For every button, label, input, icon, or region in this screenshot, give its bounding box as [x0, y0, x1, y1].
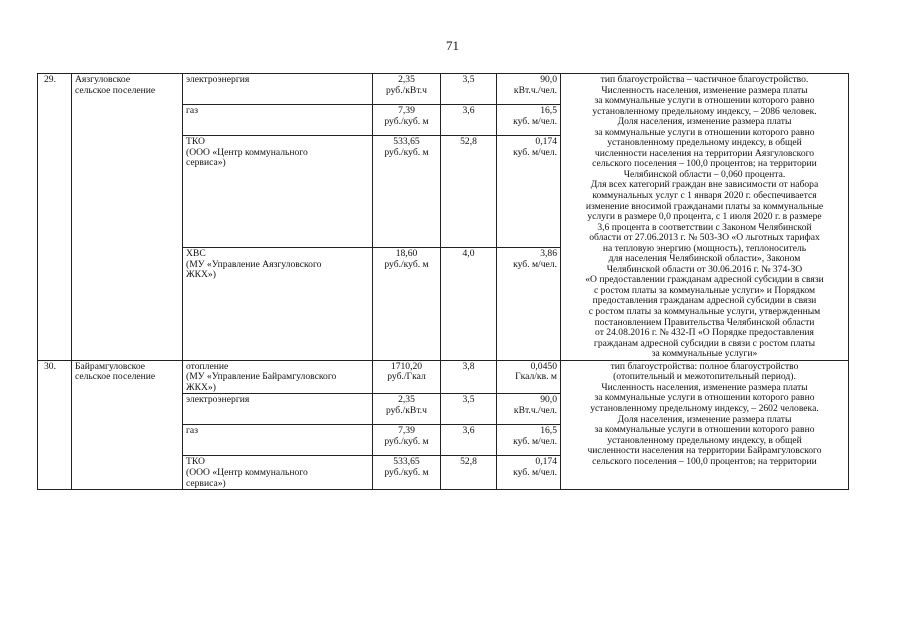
description-cell: тип благоустройства: полное благоустройство (отопительный и межотопительный период). Численность населения, изменение размера платы за коммунальные услуги в отношении которого равно установленному предельному индексу, – 2602 человека. Доля населения, изменение размера платы за коммунальные услуги в отношении которого равно установленному предельному индексу, в общей численности населения на территории Байрамгуловского сельского поселения – 100,0 процентов; на территории [561, 360, 849, 489]
percent-cell: 3,6 [441, 425, 497, 456]
service-name: газ [183, 105, 373, 136]
norm-cell: 16,5 куб. м/чел. [497, 105, 561, 136]
tariff-cell: 18,60 руб./куб. м [373, 248, 441, 360]
norm-cell: 90,0 кВт.ч./чел. [497, 394, 561, 425]
description-cell: тип благоустройства – частичное благоустройство. Численность населения, изменение размера платы за коммунальные услуги в отношении которого равно установленному предельному индексу, – 2086 человек. Доля населения, изменение размера платы за коммунальные услуги в отношении которого равно установленному предельному индексу, в общей численности населения на территории Аязгуловского сельского поселения – 100,0 процентов; на территории Челябинской области – 0,060 процента. Для всех категорий граждан вне зависимости от набора коммунальных услуг с 1 января 2020 г. обеспечивается изменение вносимой гражданами платы за коммунальные услуги в размере 0,0 процента, с 1 июля 2020 г. в размере 3,6 процента в соответствии с Законом Челябинской области от 27.06.2013 г. № 503-ЗО «О льготных тарифах на тепловую энергию (мощность), теплоноситель для населения Челябинской области», Законом Челябинской области от 30.06.2016 г. № 374-ЗО «О предоставлении гражданам адресной субсидии в связи с ростом платы за коммунальные услуги» и Порядком предоставления гражданам адресной субсидии в связи с ростом платы за коммунальные услуги, утвержденным постановлением Правительства Челябинской области от 24.08.2016 г. № 432-П «О Порядке предоставления гражданам адресной субсидии в связи с ростом платы за коммунальные услуги» [561, 74, 849, 361]
tariff-cell: 533,65 руб./куб. м [373, 136, 441, 248]
percent-cell: 4,0 [441, 248, 497, 360]
tariff-cell: 7,39 руб./куб. м [373, 425, 441, 456]
service-name: газ [183, 425, 373, 456]
row-number: 30. [38, 360, 72, 489]
settlement-name: Аязгуловское сельское поселение [72, 74, 183, 361]
norm-cell: 0,0450 Гкал/кв. м [497, 360, 561, 394]
service-name: электроэнергия [183, 394, 373, 425]
tariff-cell: 2,35 руб./кВт.ч [373, 74, 441, 105]
table-row [38, 74, 849, 105]
percent-cell: 3,8 [441, 360, 497, 394]
norm-cell: 90,0 кВт.ч./чел. [497, 74, 561, 105]
row-number: 29. [38, 74, 72, 361]
tariff-cell: 533,65 руб./куб. м [373, 456, 441, 490]
tariff-cell: 1710,20 руб./Гкал [373, 360, 441, 394]
table-row [38, 360, 849, 394]
percent-cell: 52,8 [441, 456, 497, 490]
service-name: ТКО (ООО «Центр коммунального сервиса») [183, 456, 373, 490]
tariff-cell: 2,35 руб./кВт.ч [373, 394, 441, 425]
norm-cell: 0,174 куб. м/чел. [497, 136, 561, 248]
service-name: электроэнергия [183, 74, 373, 105]
page-number: 71 [446, 38, 459, 53]
percent-cell: 3,6 [441, 105, 497, 136]
percent-cell: 52,8 [441, 136, 497, 248]
service-name: ТКО (ООО «Центр коммунального сервиса») [183, 136, 373, 248]
service-name: ХВС (МУ «Управление Аязгуловского ЖКХ») [183, 248, 373, 360]
norm-cell: 0,174 куб. м/чел. [497, 456, 561, 490]
tariff-cell: 7,39 руб./куб. м [373, 105, 441, 136]
service-name: отопление (МУ «Управление Байрамгуловского ЖКХ») [183, 360, 373, 394]
tariff-table [37, 73, 849, 490]
percent-cell: 3,5 [441, 74, 497, 105]
settlement-name: Байрамгуловское сельское поселение [72, 360, 183, 489]
percent-cell: 3,5 [441, 394, 497, 425]
norm-cell: 16,5 куб. м/чел. [497, 425, 561, 456]
norm-cell: 3,86 куб. м/чел. [497, 248, 561, 360]
